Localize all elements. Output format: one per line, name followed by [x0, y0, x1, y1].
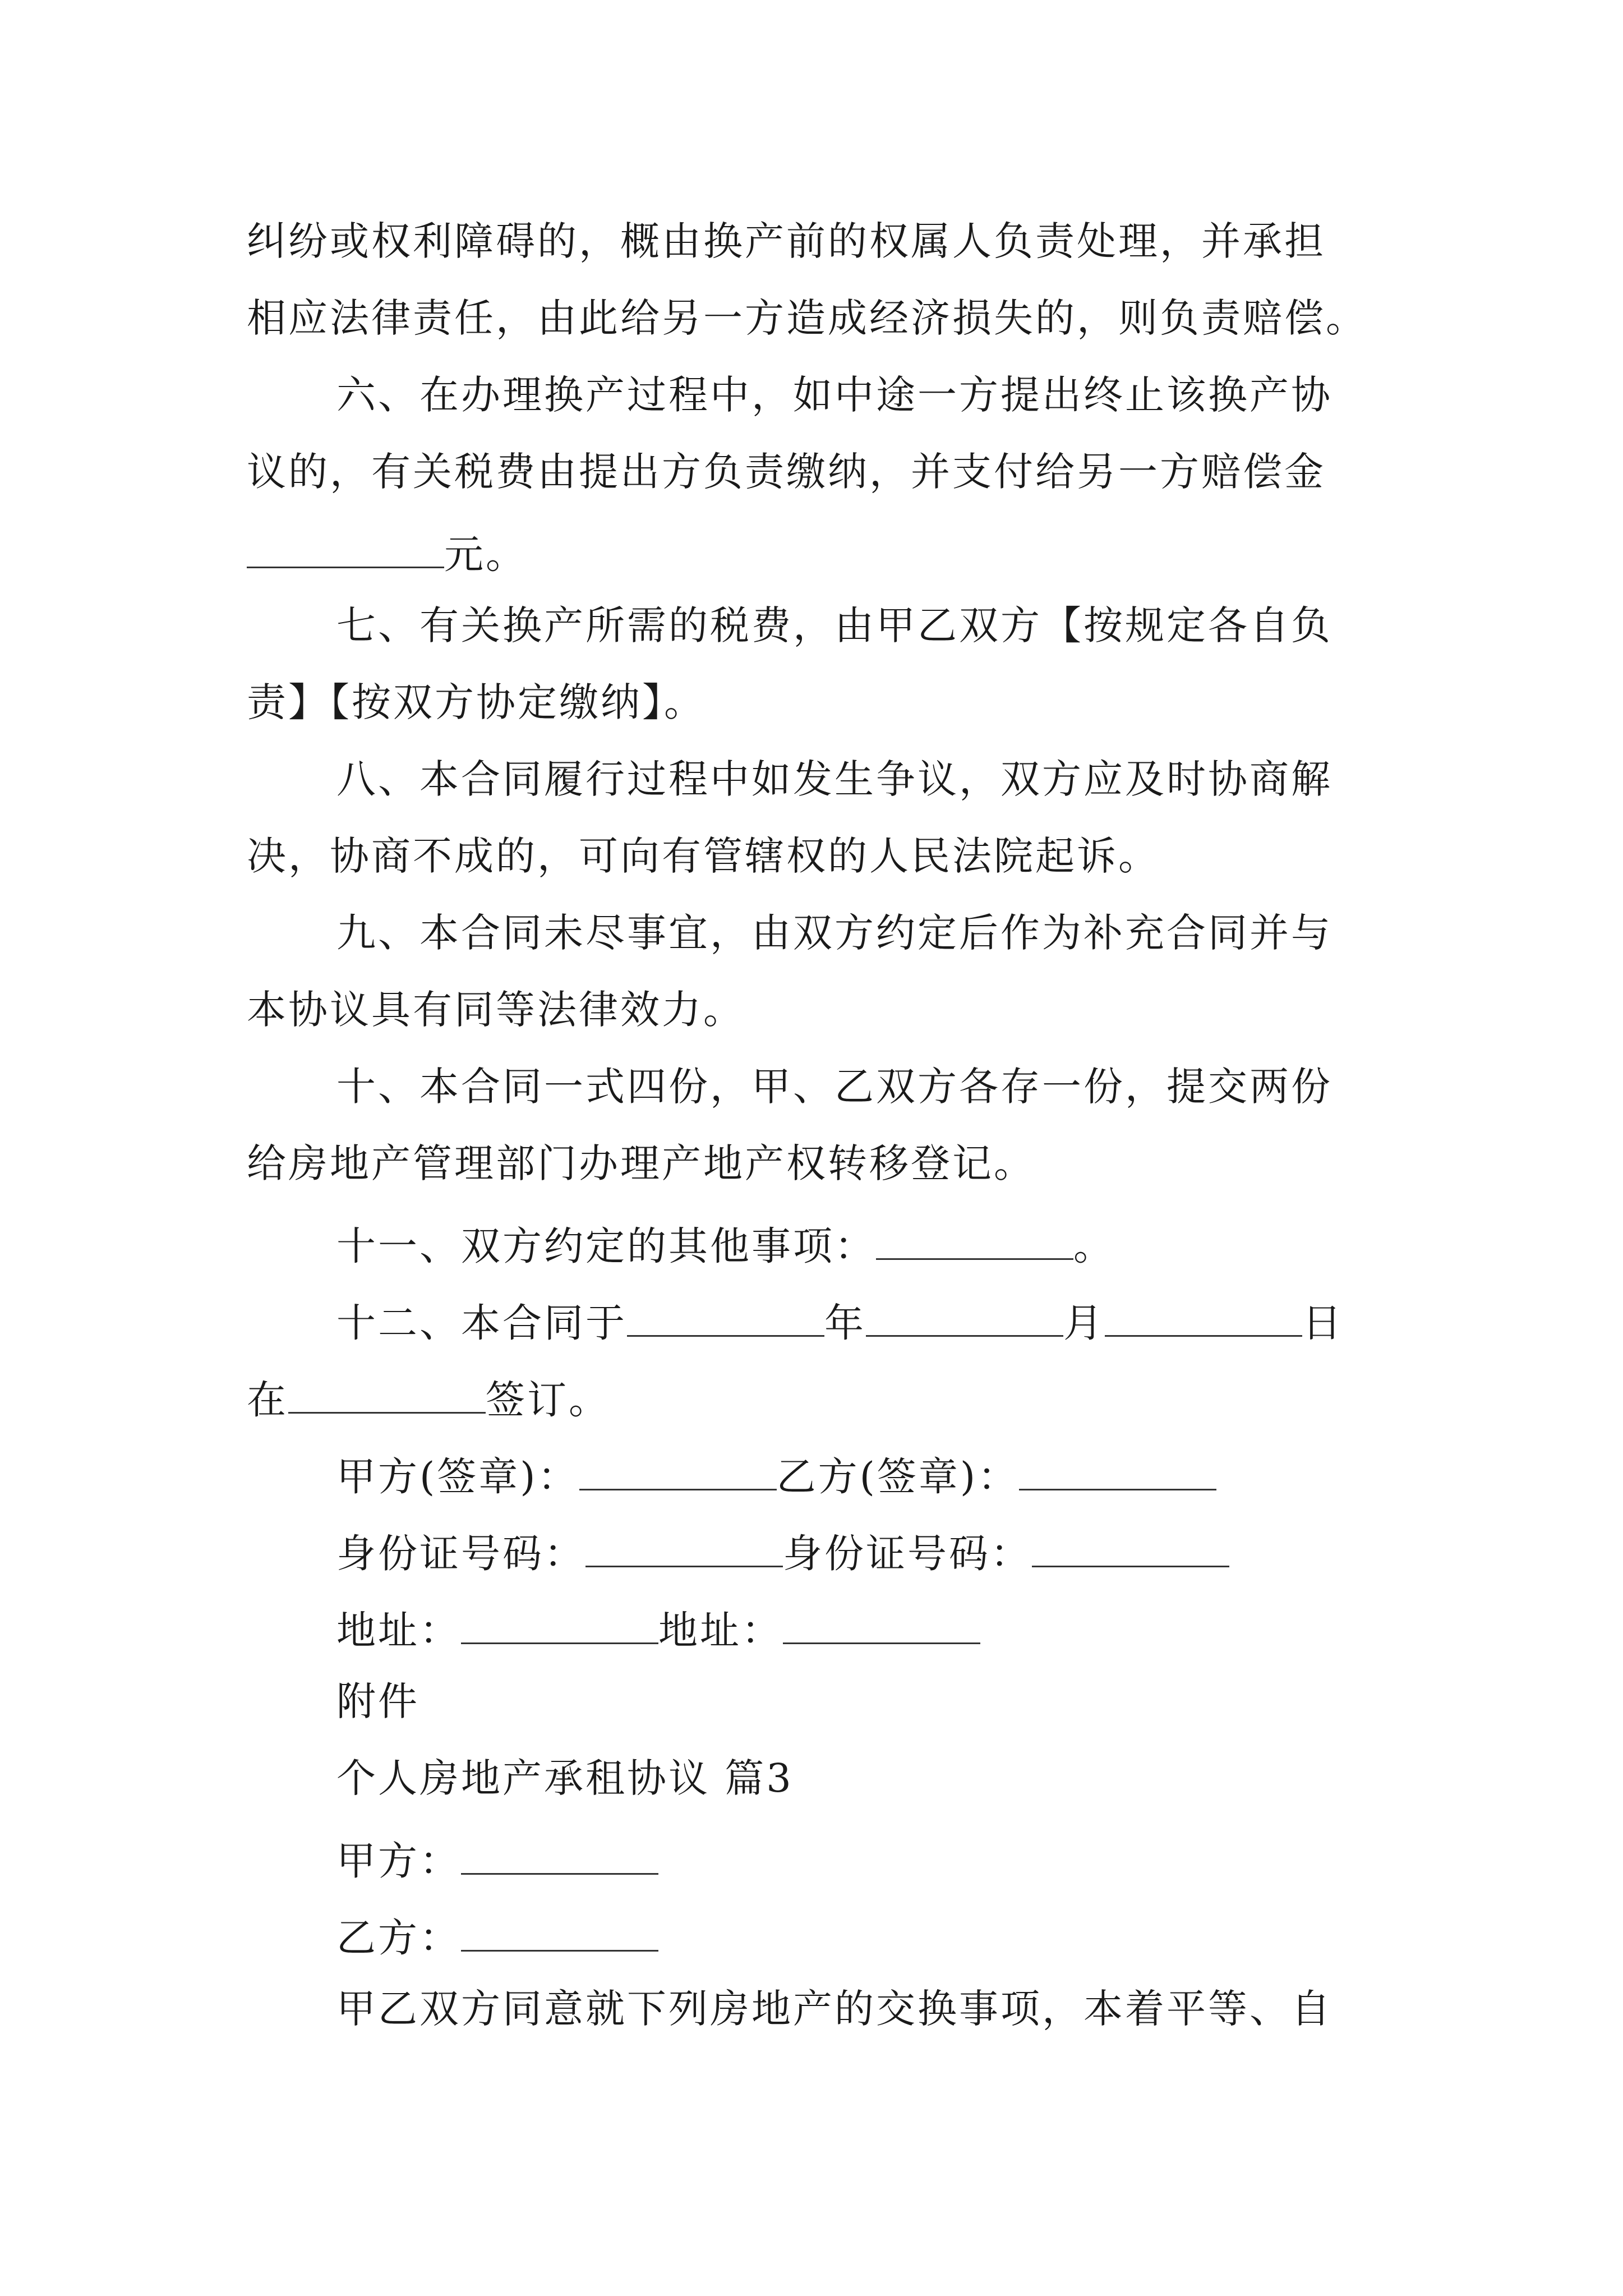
- party-b-id-label: 身份证号码：: [783, 1530, 1032, 1577]
- party-b-id-blank[interactable]: [1032, 1528, 1229, 1567]
- address-line: [336, 1605, 980, 1654]
- signing-label: 签订。: [486, 1377, 610, 1423]
- paragraph-line: 纠纷或权利障碍的，概由换产前的权属人负责处理，并承担: [247, 218, 1326, 264]
- month-blank[interactable]: [866, 1297, 1063, 1337]
- place-prefix: 在: [247, 1377, 288, 1423]
- paragraph-line: 相应法律责任，由此给另一方造成经济损失的，则负责赔偿。: [247, 295, 1367, 341]
- party-b-signature-label: 乙方(签章)：: [776, 1453, 1020, 1500]
- day-label: 日: [1302, 1300, 1344, 1346]
- clause-twelve-label: 十二、本合同于: [336, 1300, 627, 1346]
- party-a-id-blank[interactable]: [585, 1528, 783, 1567]
- clause-ten: 十、本合同一式四份，甲、乙双方各存一份，提交两份: [336, 1064, 1332, 1110]
- party-b-label: 乙方：: [336, 1915, 461, 1961]
- signature-line: [336, 1451, 1216, 1500]
- section-title: 个人房地产承租协议 篇3: [336, 1755, 794, 1801]
- party-b-blank[interactable]: [461, 1912, 658, 1952]
- clause-nine: 九、本合同未尽事宜，由双方约定后作为补充合同并与: [336, 910, 1332, 956]
- clause-eight: 八、本合同履行过程中如发生争议，双方应及时协商解: [336, 756, 1332, 802]
- attachment-label: 附件: [336, 1678, 419, 1724]
- party-a-signature-label: 甲方(签章)：: [336, 1453, 579, 1500]
- compensation-line: [247, 529, 527, 578]
- signing-place-line: [247, 1374, 610, 1423]
- party-b-address-blank[interactable]: [783, 1605, 980, 1644]
- clause-eleven-label: 十一、双方约定的其他事项：: [336, 1223, 876, 1269]
- party-a-address-label: 地址：: [336, 1607, 461, 1654]
- paragraph-line: 责】【按双方协定缴纳】。: [247, 679, 706, 725]
- party-a-id-label: 身份证号码：: [336, 1530, 585, 1577]
- unit-text: 元。: [444, 531, 527, 578]
- day-blank[interactable]: [1105, 1297, 1302, 1337]
- clause-six: 六、在办理换产过程中，如中途一方提出终止该换产协: [336, 372, 1332, 418]
- month-label: 月: [1063, 1300, 1105, 1346]
- compensation-amount-blank[interactable]: [247, 529, 444, 568]
- other-matters-blank[interactable]: [876, 1221, 1073, 1260]
- signing-place-blank[interactable]: [288, 1374, 486, 1414]
- party-a-blank[interactable]: [461, 1835, 658, 1875]
- paragraph-line: 决，协商不成的，可向有管辖权的人民法院起诉。: [247, 833, 1160, 879]
- party-a-line: [336, 1835, 658, 1884]
- id-number-line: [336, 1528, 1229, 1577]
- clause-eleven-end: 。: [1073, 1223, 1115, 1269]
- clause-seven: 七、有关换产所需的税费，由甲乙双方【按规定各自负: [336, 602, 1332, 648]
- paragraph-line: 议的，有关税费由提出方负责缴纳，并支付给另一方赔偿金: [247, 449, 1326, 495]
- party-a-address-blank[interactable]: [461, 1605, 658, 1644]
- intro-paragraph: 甲乙双方同意就下列房地产的交换事项，本着平等、自: [336, 1986, 1332, 2032]
- party-b-line: [336, 1912, 658, 1961]
- paragraph-line: 本协议具有同等法律效力。: [247, 987, 745, 1033]
- year-label: 年: [824, 1300, 866, 1346]
- party-a-label: 甲方：: [336, 1838, 461, 1884]
- party-b-address-label: 地址：: [658, 1607, 783, 1654]
- clause-twelve: [336, 1297, 1344, 1346]
- paragraph-line: 给房地产管理部门办理产地产权转移登记。: [247, 1140, 1035, 1186]
- clause-eleven: [336, 1221, 1115, 1269]
- year-blank[interactable]: [627, 1297, 824, 1337]
- party-b-signature-blank[interactable]: [1019, 1451, 1216, 1490]
- party-a-signature-blank[interactable]: [579, 1451, 777, 1490]
